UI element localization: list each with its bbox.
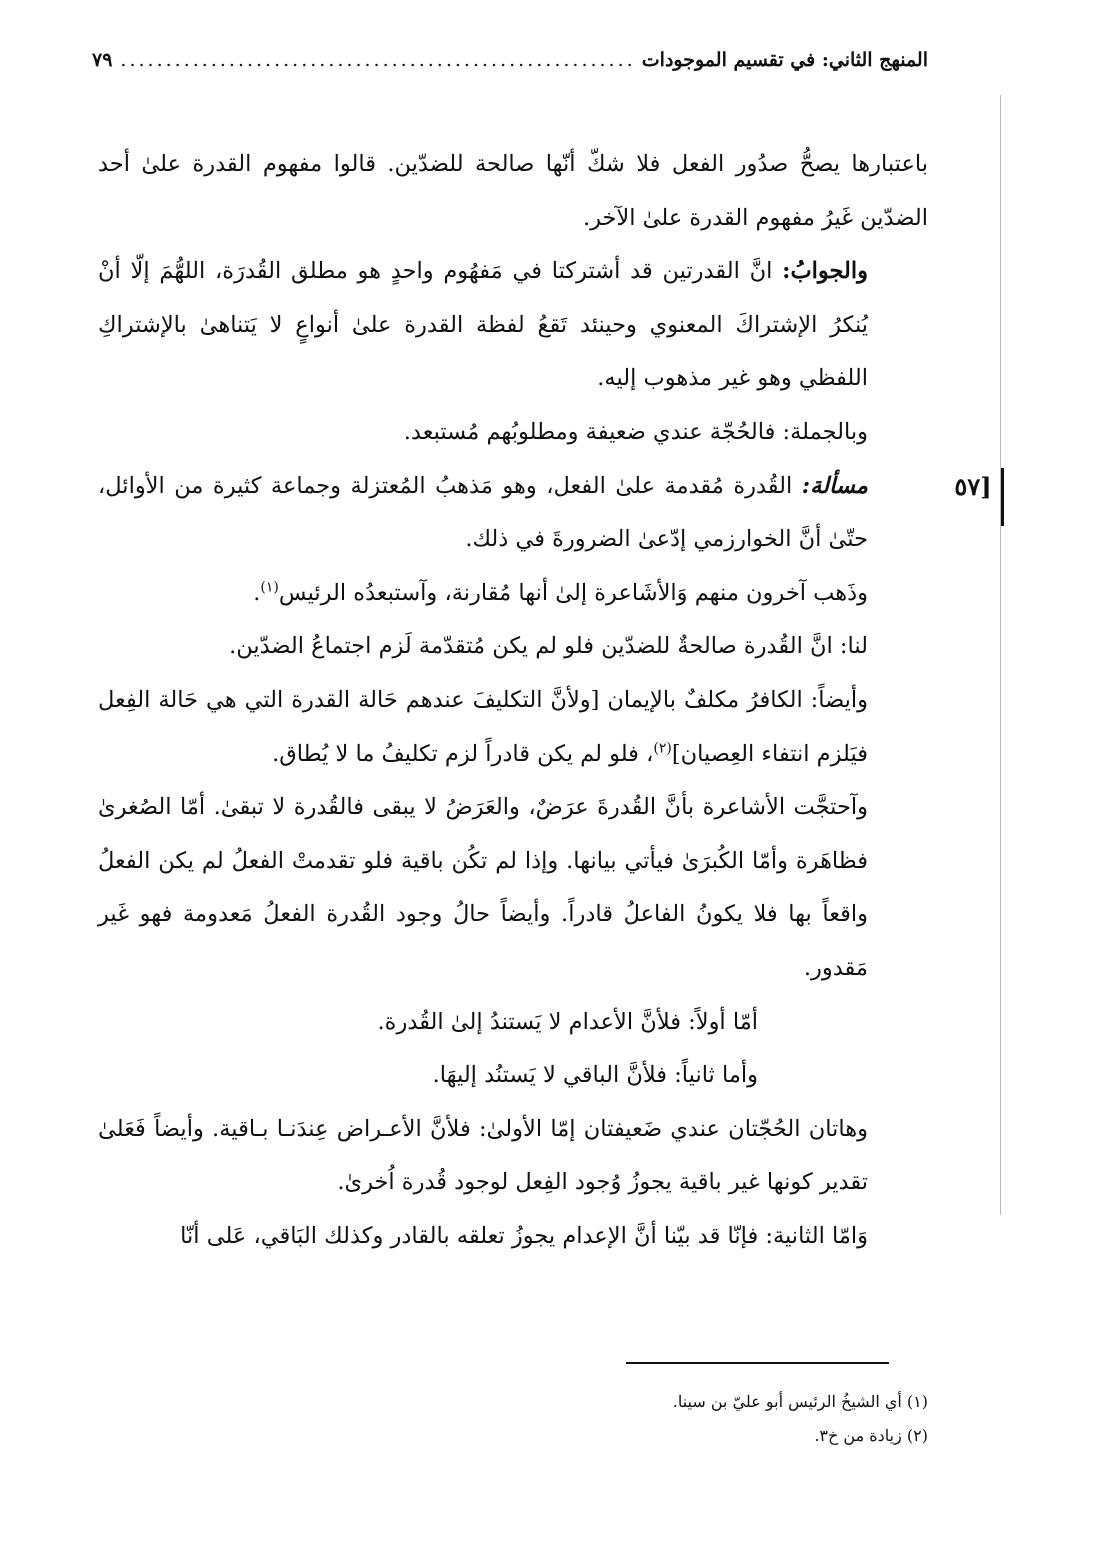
- paragraph: وَامّا الثانية: فإنّا قد بيّنا أنَّ الإعدام يجوزُ تعلقه بالقادر وكذلك البَاقي، عَلى أنّا: [180, 1222, 868, 1249]
- paragraph: [98, 567, 928, 621]
- paragraph: وآحتجَّت الأشاعرة بأنَّ القُدرةَ عرَضٌ، والعَرَضُ لا يبقى فالقُدرة لا تبقىٰ. أمّا الصُغرىٰ فظاهَرة وأمّا الكُبرَىٰ فيأتي بيانها. وإذا لم تكُن باقية فلو تقدمتْ الفعلُ لم يكن الفعلُ واقعاً بها فلا يكونُ الفاعلُ قادراً. وأيضاً حالُ وجود القُدرة الفعلُ مَعدومة فهو غَير مَقدور.: [98, 794, 868, 981]
- paragraph: لنا: انَّ القُدرة صالحةٌ للضدّين فلو لم يكن مُتقدّمة لَزم اجتماعُ الضدّين.: [229, 633, 868, 660]
- paragraph: وهاتان الحُجّتان عندي ضَعيفتان إمّا الأولىٰ: فلأنَّ الأعـراض عِندَنـا بـاقية. وأيضاً فَعَلىٰ تقدير كونها غير باقية يجوزُ وُجود الفِعل لوجود قُدرة اُخرىٰ.: [98, 1115, 868, 1196]
- paragraph-tail: ، فلو لم يكن قادراً لزم تكليفُ ما لا يُطاق.: [272, 740, 654, 767]
- margin-page-reference: [٥٧: [954, 472, 992, 501]
- page-number: ٧٩: [92, 49, 113, 71]
- footnotes: [408, 1385, 928, 1453]
- paragraph: [98, 460, 928, 567]
- footnote-ref: (١): [260, 579, 279, 596]
- header-leader-dots: [120, 49, 633, 71]
- paragraph: وأما ثانياً: فلأنَّ الباقي لا يَستنُد إليهَا.: [432, 1062, 758, 1089]
- paragraph-lead: مسألة:: [801, 472, 868, 499]
- margin-marker-bar: [1001, 468, 1004, 526]
- footnote-ref: (٢): [653, 740, 672, 757]
- paragraph-lead: والجوابُ:: [782, 258, 868, 285]
- footnote-separator: [626, 1362, 889, 1364]
- main-text: [98, 138, 928, 1263]
- paragraph: وبالجملة: فالحُجّة عندي ضعيفة ومطلوبُهم مُستبعد.: [403, 418, 868, 445]
- running-header: [92, 40, 928, 80]
- footnote: (١) أي الشيخُ الرئيس أبو عليّ بن سينا.: [672, 1392, 928, 1411]
- paragraph: باعتبارها يصحُّ صدُور الفعل فلا شكّ أنّها صالحة للضدّين. قالوا مفهوم القدرة علىٰ أحد الضدّين غَيرُ مفهوم القدرة علىٰ الآخر.: [98, 151, 928, 231]
- paragraph-tail: .: [253, 579, 261, 606]
- paragraph: أمّا أولاً: فلأنَّ الأعدام لا يَستندُ إلىٰ القُدرة.: [377, 1008, 758, 1035]
- paragraph-text: القُدرة مُقدمة علىٰ الفعل، وهو مَذهبُ المُعتزلة وجماعة كثيرة من الأوائل، حتّىٰ أنَّ الخوارزمي إدّعىٰ الضرورةَ في ذلك.: [98, 472, 868, 553]
- header-title: المنهج الثاني: في تقسيم الموجودات: [641, 49, 928, 71]
- margin-rule: [1000, 95, 1001, 1215]
- footnote: (٢) زيادة من خ٣.: [814, 1426, 928, 1445]
- paragraph-text: وذَهب آخرون منهم وَالأشَاعرة إلىٰ أنها مُقارنة، وآستبعدُه الرئيس: [278, 579, 868, 606]
- paragraph: [98, 245, 928, 406]
- paragraph-text: انَّ القدرتين قد أشتركتا في مَفهُوم واحدٍ هو مطلق القُدرَة، اللهُّمَ إلّا أنْ يُنكرُ الإشتراكَ المعنوي وحينئد تَقعُ لفظة القدرة علىٰ أنواعٍ لا يَتناهىٰ بالإشتراكِ اللفظي وهو غير مذهوب إليه.: [98, 258, 868, 392]
- paragraph-text: وأيضاً: الكافرُ مكلفٌ بالإيمان [ولأنَّ التكليفَ عندهم حَالة القدرة التي هي حَالة الفِعل فيَلزم انتفاء العِصيان]: [98, 686, 868, 767]
- paragraph: [98, 674, 928, 781]
